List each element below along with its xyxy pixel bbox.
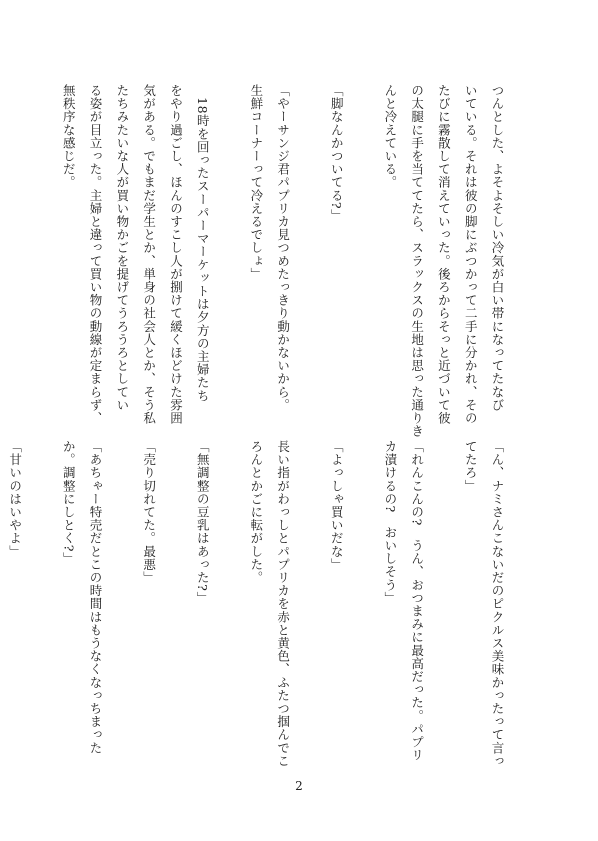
text-line: いている。それは彼の脚にぶつかって二手に分かれ、その bbox=[463, 84, 479, 425]
text-line: たびに霧散して消えていった。後ろからそっと近づいて彼 bbox=[436, 84, 452, 425]
dialogue-line: 「脚なんかついてる?」 bbox=[329, 84, 345, 223]
dialogue-line: 「売り切れてた。最悪」 bbox=[141, 440, 157, 585]
dialogue-line: か。調整にしとく?」 bbox=[61, 440, 77, 566]
blank-line bbox=[296, 440, 323, 770]
blank-line bbox=[430, 440, 457, 770]
dialogue-line: 「甘いのはいやよ」 bbox=[7, 440, 23, 558]
blank-line bbox=[349, 84, 376, 402]
dialogue-line: 「ん、ナミさんこないだのピクルス美味かったって言っ bbox=[490, 440, 505, 768]
dialogue-line: 生鮮コーナーって冷えるでしょ」 bbox=[248, 84, 264, 281]
lower-text-column-block bbox=[0, 440, 510, 770]
upper-text-column-block bbox=[54, 84, 510, 438]
dialogue-line: 「よっしゃ買いだな」 bbox=[329, 440, 345, 571]
blank-line bbox=[296, 84, 323, 402]
text-line: 18時を回ったスーパーマーケットは夕方の主婦たち bbox=[195, 84, 211, 403]
dialogue-line: 「無調整の豆乳はあった?」 bbox=[195, 440, 211, 605]
text-line: の太腿に手を当ててたら、スラックスの生地は思った通りき bbox=[409, 84, 425, 438]
blank-line bbox=[215, 84, 242, 402]
text-line: る姿が目立った。主婦と違って買い物の動線が定まらず、 bbox=[88, 84, 104, 425]
dialogue-line: てたろ」 bbox=[463, 440, 479, 493]
text-line: んと冷えている。 bbox=[382, 84, 398, 189]
text-line: たちみたいな人が買い物かごを提げてうろうろとしてい bbox=[114, 84, 130, 412]
blank-line bbox=[215, 440, 242, 770]
blank-line bbox=[108, 440, 135, 770]
text-line: 無秩序な感じだ。 bbox=[61, 84, 77, 189]
text-line: つんとした、よそよそしい冷気が白い帯になってたなび bbox=[490, 84, 505, 412]
dialogue-line: 「やーサンジ君パプリカ見つめたっきり動かないから。 bbox=[275, 84, 291, 412]
dialogue-line: 「れんこんの? うん、おつまみに最高だった。パプリ bbox=[409, 440, 425, 762]
dialogue-line: 「あちゃー特売だとこの時間はもうなくなっちまった bbox=[88, 440, 104, 755]
text-line: 気がある。でもまだ学生とか、単身の社会人とか、そう私 bbox=[141, 84, 157, 425]
blank-line bbox=[28, 440, 55, 770]
page-number: 2 bbox=[295, 779, 303, 793]
blank-line bbox=[349, 440, 376, 770]
text-line: ろんとかごに転がした。 bbox=[248, 440, 264, 585]
text-line: 長い指がわっしとパプリカを赤と黄色、ふたつ掴んでこ bbox=[275, 440, 291, 768]
blank-line bbox=[162, 440, 189, 770]
dialogue-line: カ漬けるの? おいしそう」 bbox=[382, 440, 398, 605]
text-line: をやり過ごし、ほんのすこし人が捌けて緩くほどけた雰囲 bbox=[168, 84, 184, 425]
